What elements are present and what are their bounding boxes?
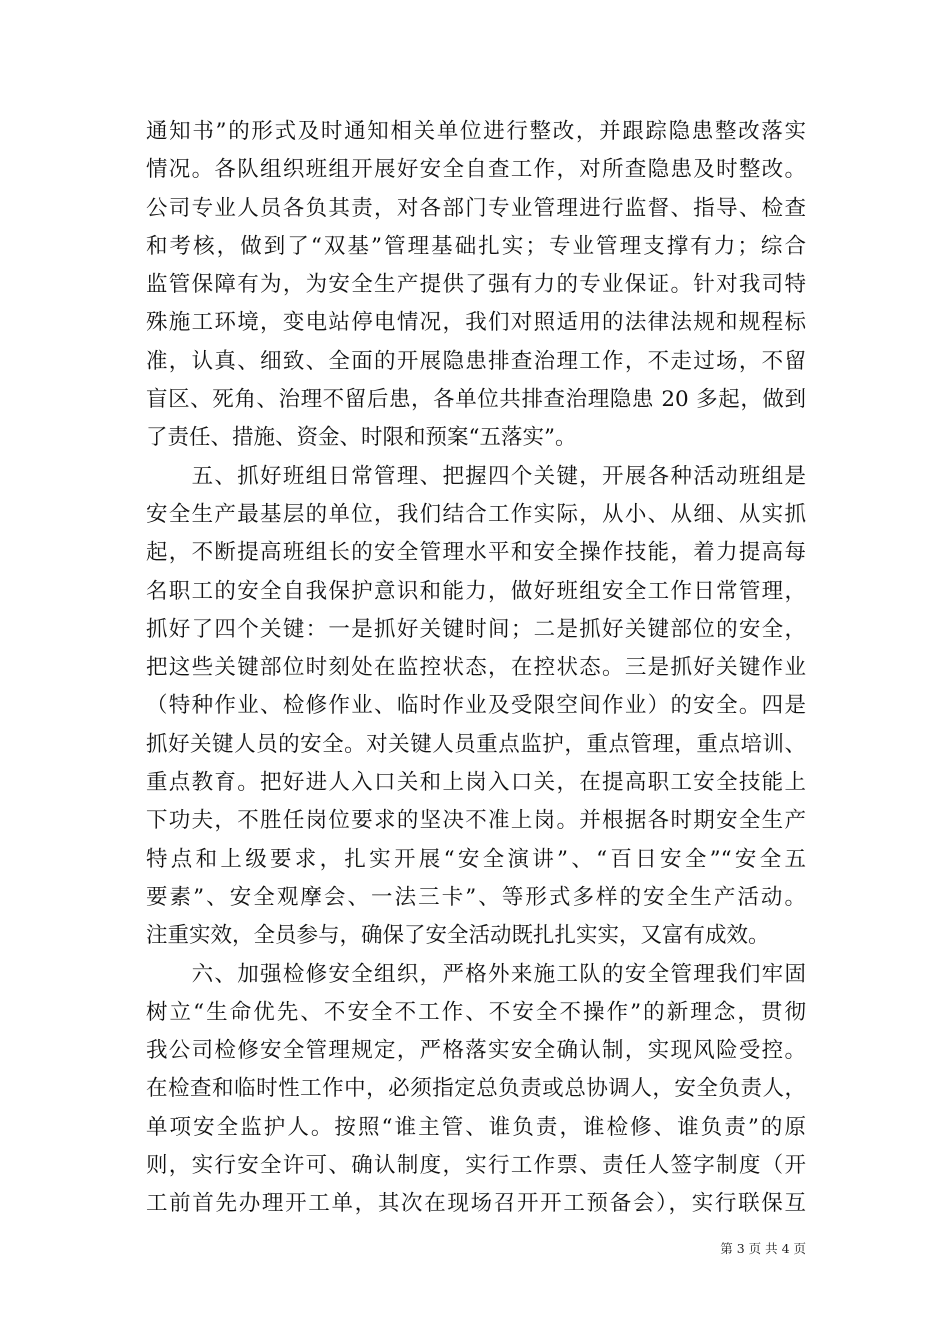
text-line: 特点和上级要求，扎实开展“安全演讲”、“百日安全”“安全五 [146,846,806,872]
text-line: 我公司检修安全管理规定，严格落实安全确认制，实现风险受控。 [146,1038,806,1064]
text-line: 注重实效，全员参与，确保了安全活动既扎扎实实，又富有成效。 [146,923,770,949]
text-line: 准，认真、细致、全面的开展隐患排查治理工作，不走过场，不留 [146,348,806,374]
text-line: 则，实行安全许可、确认制度，实行工作票、责任人签字制度（开 [146,1153,806,1179]
text-line: 盲区、死角、治理不留后患，各单位共排查治理隐患 20 多起，做到 [146,387,806,413]
text-line: 殊施工环境，变电站停电情况，我们对照适用的法律法规和规程标 [146,310,806,336]
text-line: 单项安全监护人。按照“谁主管、谁负责，谁检修、谁负责”的原 [146,1114,806,1140]
text-line: 工前首先办理开工单，其次在现场召开开工预备会），实行联保互 [146,1191,806,1217]
page-number [720,1241,806,1257]
text-line: 和考核，做到了“双基”管理基础扎实；专业管理支撑有力；综合 [146,233,806,259]
text-line: 起，不断提高班组长的安全管理水平和安全操作技能，着力提高每 [146,540,806,566]
text-line: 树立“生命优先、不安全不工作、不安全不操作”的新理念，贯彻 [146,999,806,1025]
text-line: 名职工的安全自我保护意识和能力，做好班组安全工作日常管理， [146,578,806,604]
text-line: 了责任、措施、资金、时限和预案“五落实”。 [146,425,577,451]
text-line: 公司专业人员各负其责，对各部门专业管理进行监督、指导、检查 [146,195,806,221]
text-line: 通知书”的形式及时通知相关单位进行整改，并跟踪隐患整改落实 [146,119,806,144]
text-line: 重点教育。把好进人入口关和上岗入口关，在提高职工安全技能上 [146,770,806,796]
text-line: 把这些关键部位时刻处在监控状态，在控状态。三是抓好关键作业 [146,655,806,681]
text-line: 情况。各队组织班组开展好安全自查工作，对所查隐患及时整改。 [146,157,806,183]
document-body [146,113,806,1224]
text-line: 抓好关键人员的安全。对关键人员重点监护，重点管理，重点培训、 [146,731,806,757]
text-line: 五、抓好班组日常管理、把握四个关键，开展各种活动班组是 [146,463,806,489]
text-line: 监管保障有为，为安全生产提供了强有力的专业保证。针对我司特 [146,272,806,298]
text-line: 要素”、安全观摩会、一法三卡”、等形式多样的安全生产活动。 [146,884,806,910]
text-line: 抓好了四个关键：一是抓好关键时间；二是抓好关键部位的安全， [146,616,806,642]
text-line: 安全生产最基层的单位，我们结合工作实际，从小、从细、从实抓 [146,501,806,527]
text-line: 在检查和临时性工作中，必须指定总负责或总协调人，安全负责人， [146,1076,806,1102]
text-line: 下功夫，不胜任岗位要求的坚决不准上岗。并根据各时期安全生产 [146,808,806,834]
text-line: （特种作业、检修作业、临时作业及受限空间作业）的安全。四是 [146,693,806,719]
text-line: 六、加强检修安全组织，严格外来施工队的安全管理我们牢固 [146,961,806,987]
page-number-label: 第 3 页 共 4 页 [720,1241,806,1256]
